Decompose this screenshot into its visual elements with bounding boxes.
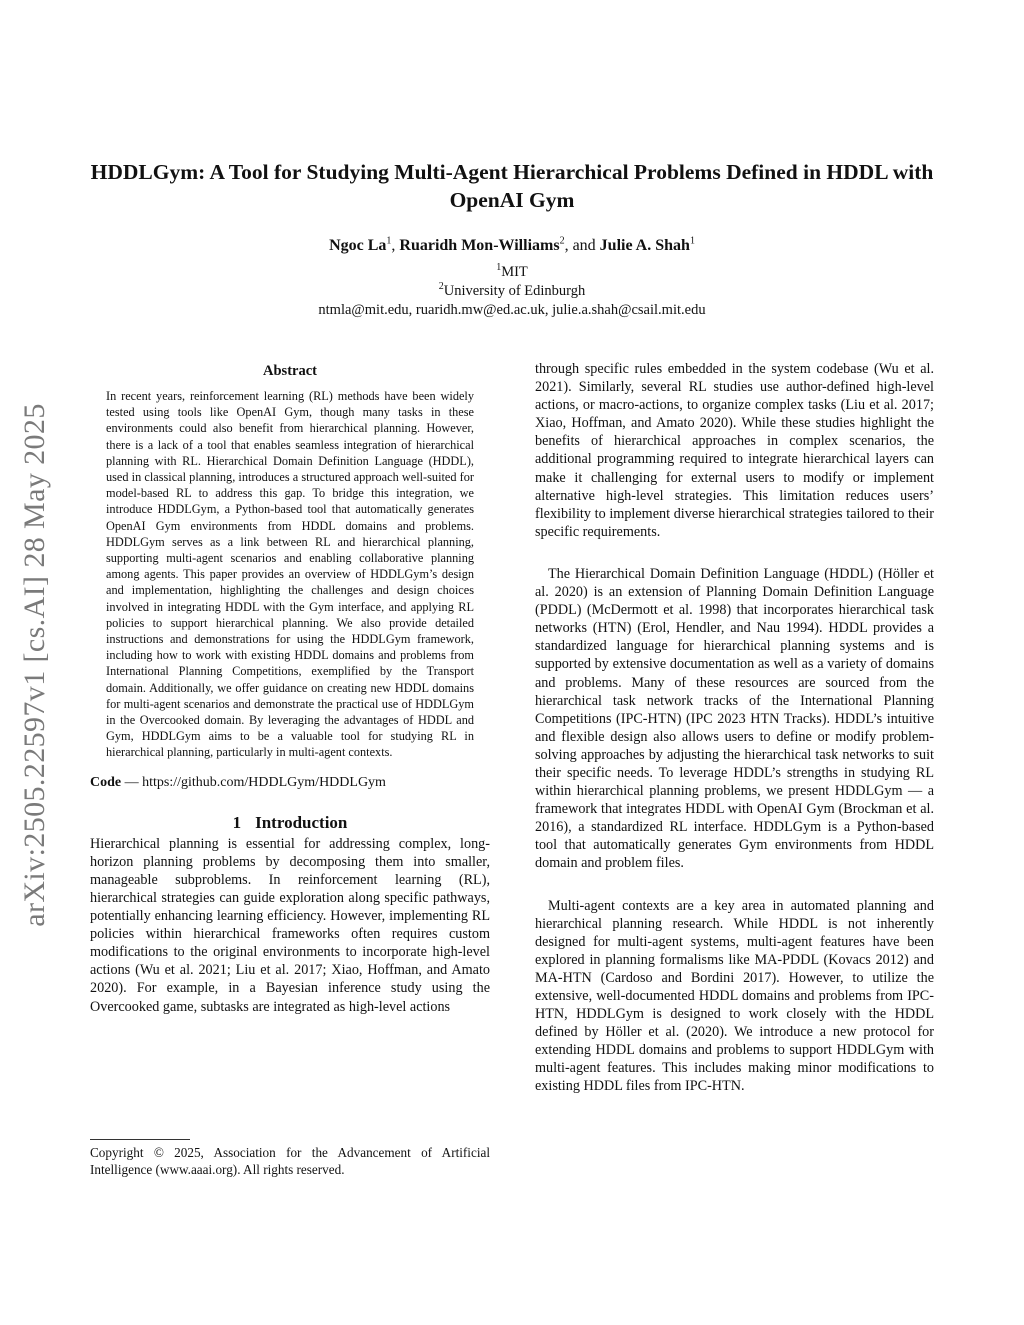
section-number: 1 bbox=[232, 812, 242, 832]
body-paragraph: through specific rules embedded in the system codebase (Wu et al. 2021). Similarly, several RL studies use author-defined high-level actions, or macro-actions, to organize complex tasks (Liu et al. 2017; Xiao, Hoffman, and Amato 2020). While these studies highlight the benefits of hierarchical approaches in complex scenarios, the additional programming required to integrate hierarchical layers can make it challenging for external users to modify or implement alternative high-level strategies. This limitation reduces users’ flexibility to implement diverse hierarchical strategies tailored to their specific requirements. bbox=[535, 361, 934, 540]
body-paragraph: The Hierarchical Domain Definition Language (HDDL) (Höller et al. 2020) is an extension of Planning Domain Definition Language (PDDL) (McDermott et al. 1998) that incorporates hierarchical task networks (HTN) (Erol, Hendler, and Nau 1994). HDDL provides a standardized language for hierarchical planning systems and is supported by extensive documentation as well as a variety of domains and problems. Many of these resources are sourced from the hierarchical task network tracks of the International Planning Competitions (IPC-HTN) (IPC 2023 HTN Tracks). HDDL’s intuitive and flexible design also allows users to define or modify problem-solving approaches by adjusting the hierarchical task networks to suit their specific needs. To leverage HDDL’s strengths in studying RL within hierarchical planning problems, we present HDDLGym — a framework that integrates HDDL with OpenAI Gym (Brockman et al. 2016), a standardized RL interface. HDDLGym is a Python-based tool that automatically generates Gym environments from HDDL domain and problem files. bbox=[535, 565, 934, 872]
affiliation-name: University of Edinburgh bbox=[443, 283, 586, 299]
affiliation-mark: 1 bbox=[496, 262, 502, 274]
footnote-rule bbox=[90, 1139, 190, 1140]
code-line bbox=[90, 775, 490, 791]
affiliation bbox=[90, 282, 934, 301]
code-link[interactable]: — https://github.com/HDDLGym/HDDLGym bbox=[121, 774, 386, 790]
section-heading bbox=[90, 813, 490, 833]
left-column bbox=[90, 360, 490, 1016]
abstract-text: In recent years, reinforcement learning (RL) methods have been widely tested using tools like OpenAI Gym, though many tasks in these environments could also benefit from hierarchical planning. However, there is a lack of a tool that enables seamless integration of hierarchical planning with RL. Hierarchical Domain Definition Language (HDDL), used in classical planning, introduces a structured approach well-suited for model-based RL to address this gap. To bridge this integration, we introduce HDDLGym, a Python-based tool that automatically generates OpenAI Gym environments from HDDL domains and problems. HDDLGym serves as a link between RL and hierarchical planning, supporting multi-agent scenarios and enabling collaborative planning among agents. This paper provides an overview of HDDLGym’s design and implementation, highlighting the challenges and design choices involved in integrating HDDL with the Gym interface, and applying RL policies to support hierarchical planning. We also provide detailed instructions and demonstrations for using the HDDLGym framework, including how to work with existing HDDL domains and problems from International Planning Competitions, exemplified by the Transport domain. Additionally, we offer guidance on creating new HDDL domains for multi-agent scenarios and demonstrate the practical use of HDDLGym in the Overcooked domain. By leveraging the advantages of HDDL and Gym, HDDLGym aims to be a valuable tool for studying RL in hierarchical planning, particularly in multi-agent contexts. bbox=[106, 389, 474, 760]
intro-paragraph: Hierarchical planning is essential for addressing complex, long-horizon planning problems by decomposing them into smaller, manageable subproblems. In reinforcement learning (RL), hierarchical strategies can guide exploration along specific pathways, potentially enhancing learning efficiency. However, implementing RL policies within hierarchical frameworks often requires custom modifications to the original environments to incorporate high-level actions (Wu et al. 2021; Liu et al. 2017; Xiao, Hoffman, and Amato 2020). For example, in a Bayesian inference study using the Overcooked game, subtasks are integrated as high-level actions bbox=[90, 835, 490, 1015]
affiliation-mark: 2 bbox=[438, 281, 444, 293]
paragraph-gap bbox=[535, 541, 934, 565]
author-affil-mark: 2 bbox=[559, 235, 565, 247]
author-name: Julie A. Shah bbox=[599, 237, 690, 254]
copyright-footnote: Copyright © 2025, Association for the Advancement of Artificial Intelligence (www.aaai.org). All rights reserved. bbox=[90, 1145, 490, 1177]
author-emails: ntmla@mit.edu, ruaridh.mw@ed.ac.uk, julie.a.shah@csail.mit.edu bbox=[318, 302, 706, 318]
section-title: Introduction bbox=[255, 812, 348, 832]
author-separator: , bbox=[391, 237, 400, 254]
paragraph-gap bbox=[535, 873, 934, 897]
paper-title: HDDLGym: A Tool for Studying Multi-Agent Hierarchical Problems Defined in HDDL with OpenAI Gym bbox=[90, 160, 934, 212]
author-name: Ngoc La bbox=[329, 237, 387, 254]
arxiv-stamp bbox=[10, 375, 60, 955]
author-name: Ruaridh Mon-Williams bbox=[399, 237, 560, 254]
right-column bbox=[535, 360, 934, 1096]
affiliation bbox=[90, 263, 934, 282]
arxiv-stamp-text: arXiv:2505.22597v1 [cs.AI] 28 May 2025 bbox=[18, 403, 51, 927]
abstract-heading: Abstract bbox=[263, 363, 317, 379]
author-affil-mark: 1 bbox=[689, 235, 695, 247]
code-label: Code bbox=[90, 774, 122, 790]
body-paragraph: Multi-agent contexts are a key area in automated planning and hierarchical planning research. While HDDL is not inherently designed for multi-agent systems, multi-agent features have been explored in planning formalisms like MA-PDDL (Kovacs 2012) and MA-HTN (Cardoso and Bordini 2017). However, to utilize the extensive, well-documented HDDL domains and problems from IPC-HTN, HDDLGym is designed to work closely with the HDDL defined by Höller et al. (2020). We introduce a new protocol for extending HDDL domains and problems to support HDDLGym with multi-agent features. This includes making minor modifications to existing HDDL files from IPC-HTN. bbox=[535, 897, 934, 1095]
author-separator: , and bbox=[564, 237, 600, 254]
author-affil-mark: 1 bbox=[386, 235, 392, 247]
affiliation-name: MIT bbox=[501, 264, 528, 280]
author-line bbox=[90, 236, 934, 256]
